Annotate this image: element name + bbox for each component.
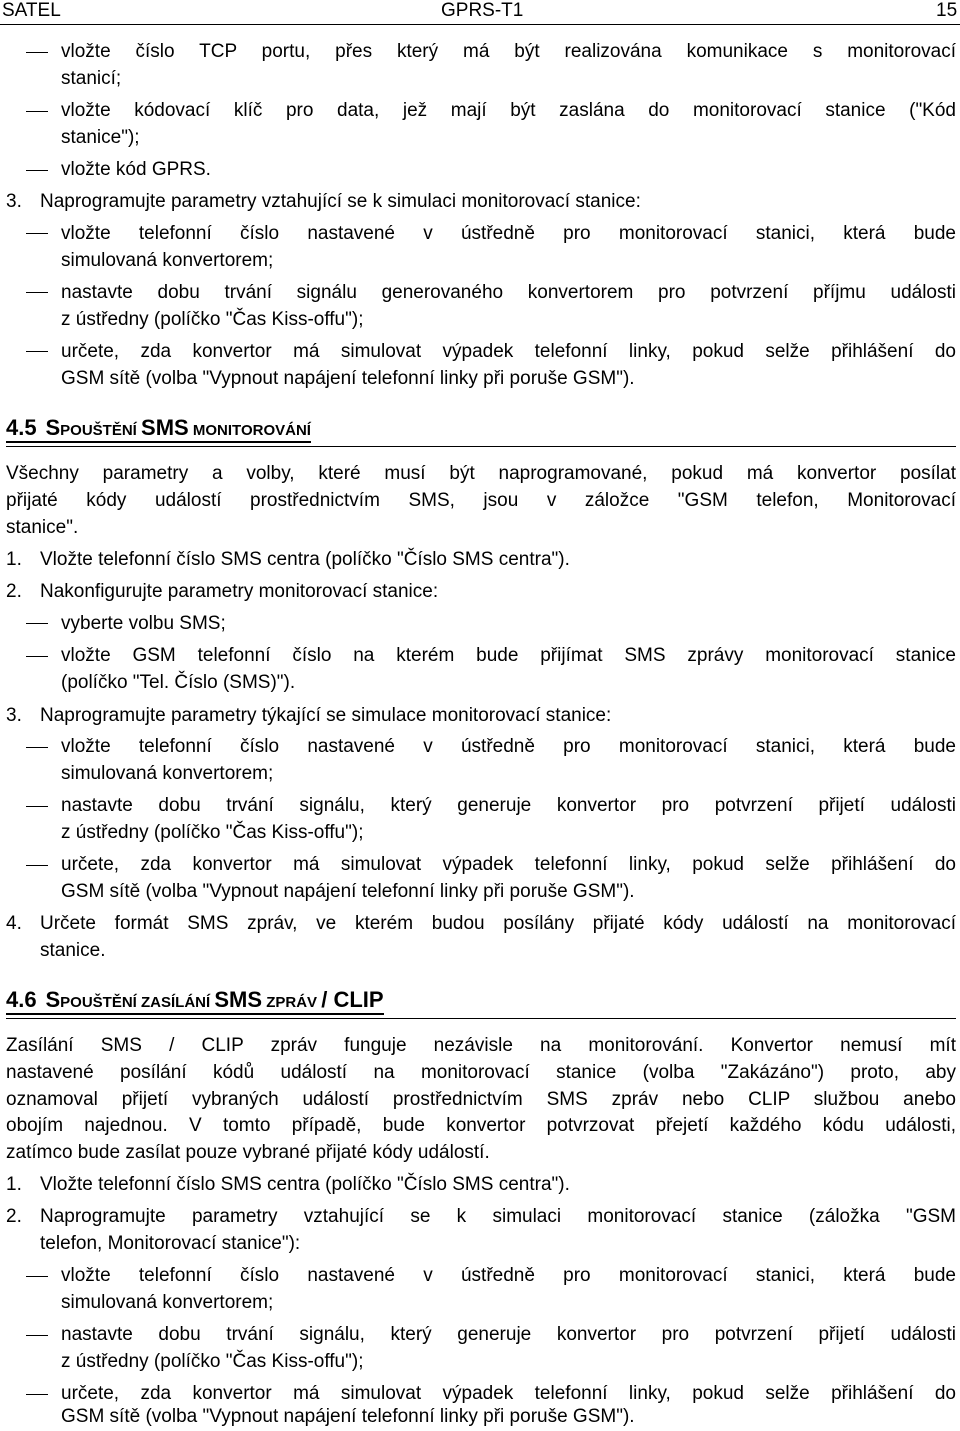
paragraph-line: stanice". bbox=[6, 517, 79, 538]
header-page-number: 15 bbox=[936, 0, 958, 21]
step-text: Určete formát SMS zpráv, ve kterém budou posílány přijaté kódy událostí na monitorovací bbox=[40, 913, 956, 934]
step-text: Nakonfigurujte parametry monitorovací stanice: bbox=[40, 581, 439, 602]
step-number: 4. bbox=[6, 913, 22, 934]
bullet-text: vložte telefonní číslo nastavené v ústředně pro monitorovací stanici, která bude bbox=[61, 223, 956, 244]
bullet-dash bbox=[26, 111, 48, 112]
bullet-text: vložte kód GPRS. bbox=[61, 159, 211, 180]
bullet-dash bbox=[26, 806, 48, 807]
step-number: 1. bbox=[6, 549, 22, 570]
section-rule bbox=[6, 1018, 956, 1019]
bullet-dash bbox=[26, 52, 48, 53]
bullet-dash bbox=[26, 747, 48, 748]
bullet-text: GSM sítě (volba "Vypnout napájení telefonní linky při poruše GSM"). bbox=[61, 1406, 635, 1427]
paragraph-line: přijaté kódy událostí prostřednictvím SMS, jsou v záložce "GSM telefon, Monitorovací bbox=[6, 490, 956, 511]
bullet-text: určete, zda konvertor má simulovat výpadek telefonní linky, pokud selže přihlášení do bbox=[61, 854, 956, 875]
page-header bbox=[0, 0, 960, 25]
section-heading: 4.6 SPOUŠTĚNÍ ZASÍLÁNÍ SMS ZPRÁV / CLIP bbox=[6, 987, 384, 1015]
step-text: Naprogramujte parametry vztahující se k simulaci monitorovací stanice (záložka "GSM bbox=[40, 1206, 956, 1227]
bullet-dash bbox=[26, 292, 48, 293]
bullet-dash bbox=[26, 1335, 48, 1336]
paragraph-line: nastavené posílání kódů událostí na monitorovací stanice (volba "Zakázáno") proto, aby bbox=[6, 1062, 956, 1083]
paragraph-line: Všechny parametry a volby, které musí být naprogramované, pokud má konvertor posílat bbox=[6, 463, 956, 484]
bullet-text: simulovaná konvertorem; bbox=[61, 250, 274, 271]
bullet-text: vložte telefonní číslo nastavené v ústředně pro monitorovací stanici, která bude bbox=[61, 1265, 956, 1286]
bullet-text: vložte kódovací klíč pro data, jež mají být zaslána do monitorovací stanice ("Kód bbox=[61, 100, 956, 121]
section-heading: 4.5 SPOUŠTĚNÍ SMS MONITOROVÁNÍ bbox=[6, 415, 311, 443]
step-number: 3. bbox=[6, 191, 22, 212]
bullet-dash bbox=[26, 656, 48, 657]
step-number: 2. bbox=[6, 581, 22, 602]
header-brand: SATEL bbox=[2, 0, 61, 21]
bullet-text: (políčko "Tel. Číslo (SMS)"). bbox=[61, 672, 296, 693]
section-rule bbox=[6, 446, 956, 447]
step-number: 2. bbox=[6, 1206, 22, 1227]
bullet-dash bbox=[26, 1276, 48, 1277]
section-number: 4.5 bbox=[6, 415, 37, 440]
bullet-dash bbox=[26, 1394, 48, 1395]
step-text: Vložte telefonní číslo SMS centra (políčko "Číslo SMS centra"). bbox=[40, 549, 570, 570]
bullet-dash bbox=[26, 623, 48, 624]
bullet-dash bbox=[26, 351, 48, 352]
bullet-text: stanice"); bbox=[61, 127, 140, 148]
bullet-text: vložte GSM telefonní číslo na kterém bude přijímat SMS zprávy monitorovací stanice bbox=[61, 645, 956, 666]
bullet-text: stanicí; bbox=[61, 68, 122, 89]
bullet-text: nastavte dobu trvání signálu, který generuje konvertor pro potvrzení přijetí události bbox=[61, 1324, 956, 1345]
bullet-text: GSM sítě (volba "Vypnout napájení telefonní linky při poruše GSM"). bbox=[61, 881, 635, 902]
bullet-dash bbox=[26, 233, 48, 234]
paragraph-line: obojím najednou. V tomto případě, bude konvertor potvrzovat přejetí každého kódu události, bbox=[6, 1115, 956, 1136]
paragraph-line: zatímco bude zasílat pouze vybrané přijaté kódy událostí. bbox=[6, 1142, 490, 1163]
bullet-text: simulovaná konvertorem; bbox=[61, 1292, 274, 1313]
bullet-dash bbox=[26, 865, 48, 866]
bullet-text: GSM sítě (volba "Vypnout napájení telefonní linky při poruše GSM"). bbox=[61, 368, 635, 389]
bullet-text: nastavte dobu trvání signálu generovaného konvertorem pro potvrzení příjmu události bbox=[61, 282, 956, 303]
bullet-text: vložte telefonní číslo nastavené v ústředně pro monitorovací stanici, která bude bbox=[61, 736, 956, 757]
bullet-text: nastavte dobu trvání signálu, který generuje konvertor pro potvrzení přijetí události bbox=[61, 795, 956, 816]
bullet-dash bbox=[26, 170, 48, 171]
bullet-text: z ústředny (políčko "Čas Kiss-offu"); bbox=[61, 822, 364, 843]
paragraph-line: Zasílání SMS / CLIP zpráv funguje nezávisle na monitorování. Konvertor nemusí mít bbox=[6, 1035, 956, 1056]
bullet-text: vložte číslo TCP portu, přes který má být realizována komunikace s monitorovací bbox=[61, 41, 956, 62]
step-text: Naprogramujte parametry vztahující se k simulaci monitorovací stanice: bbox=[40, 191, 641, 212]
header-title: GPRS-T1 bbox=[441, 0, 524, 21]
bullet-text: simulovaná konvertorem; bbox=[61, 763, 274, 784]
section-number: 4.6 bbox=[6, 987, 37, 1012]
step-number: 3. bbox=[6, 705, 22, 726]
paragraph-line: oznamoval přijetí vybraných událostí prostřednictvím SMS zpráv nebo CLIP službou anebo bbox=[6, 1089, 956, 1110]
step-text: Naprogramujte parametry týkající se simulace monitorovací stanice: bbox=[40, 705, 612, 726]
bullet-text: z ústředny (políčko "Čas Kiss-offu"); bbox=[61, 1351, 364, 1372]
bullet-text: určete, zda konvertor má simulovat výpadek telefonní linky, pokud selže přihlášení do bbox=[61, 341, 956, 362]
bullet-text: z ústředny (políčko "Čas Kiss-offu"); bbox=[61, 309, 364, 330]
step-text: stanice. bbox=[40, 940, 106, 961]
bullet-text: vyberte volbu SMS; bbox=[61, 613, 226, 634]
step-text: Vložte telefonní číslo SMS centra (políčko "Číslo SMS centra"). bbox=[40, 1174, 570, 1195]
bullet-text: určete, zda konvertor má simulovat výpadek telefonní linky, pokud selže přihlášení do bbox=[61, 1383, 956, 1404]
step-number: 1. bbox=[6, 1174, 22, 1195]
step-text: telefon, Monitorovací stanice"): bbox=[40, 1233, 301, 1254]
